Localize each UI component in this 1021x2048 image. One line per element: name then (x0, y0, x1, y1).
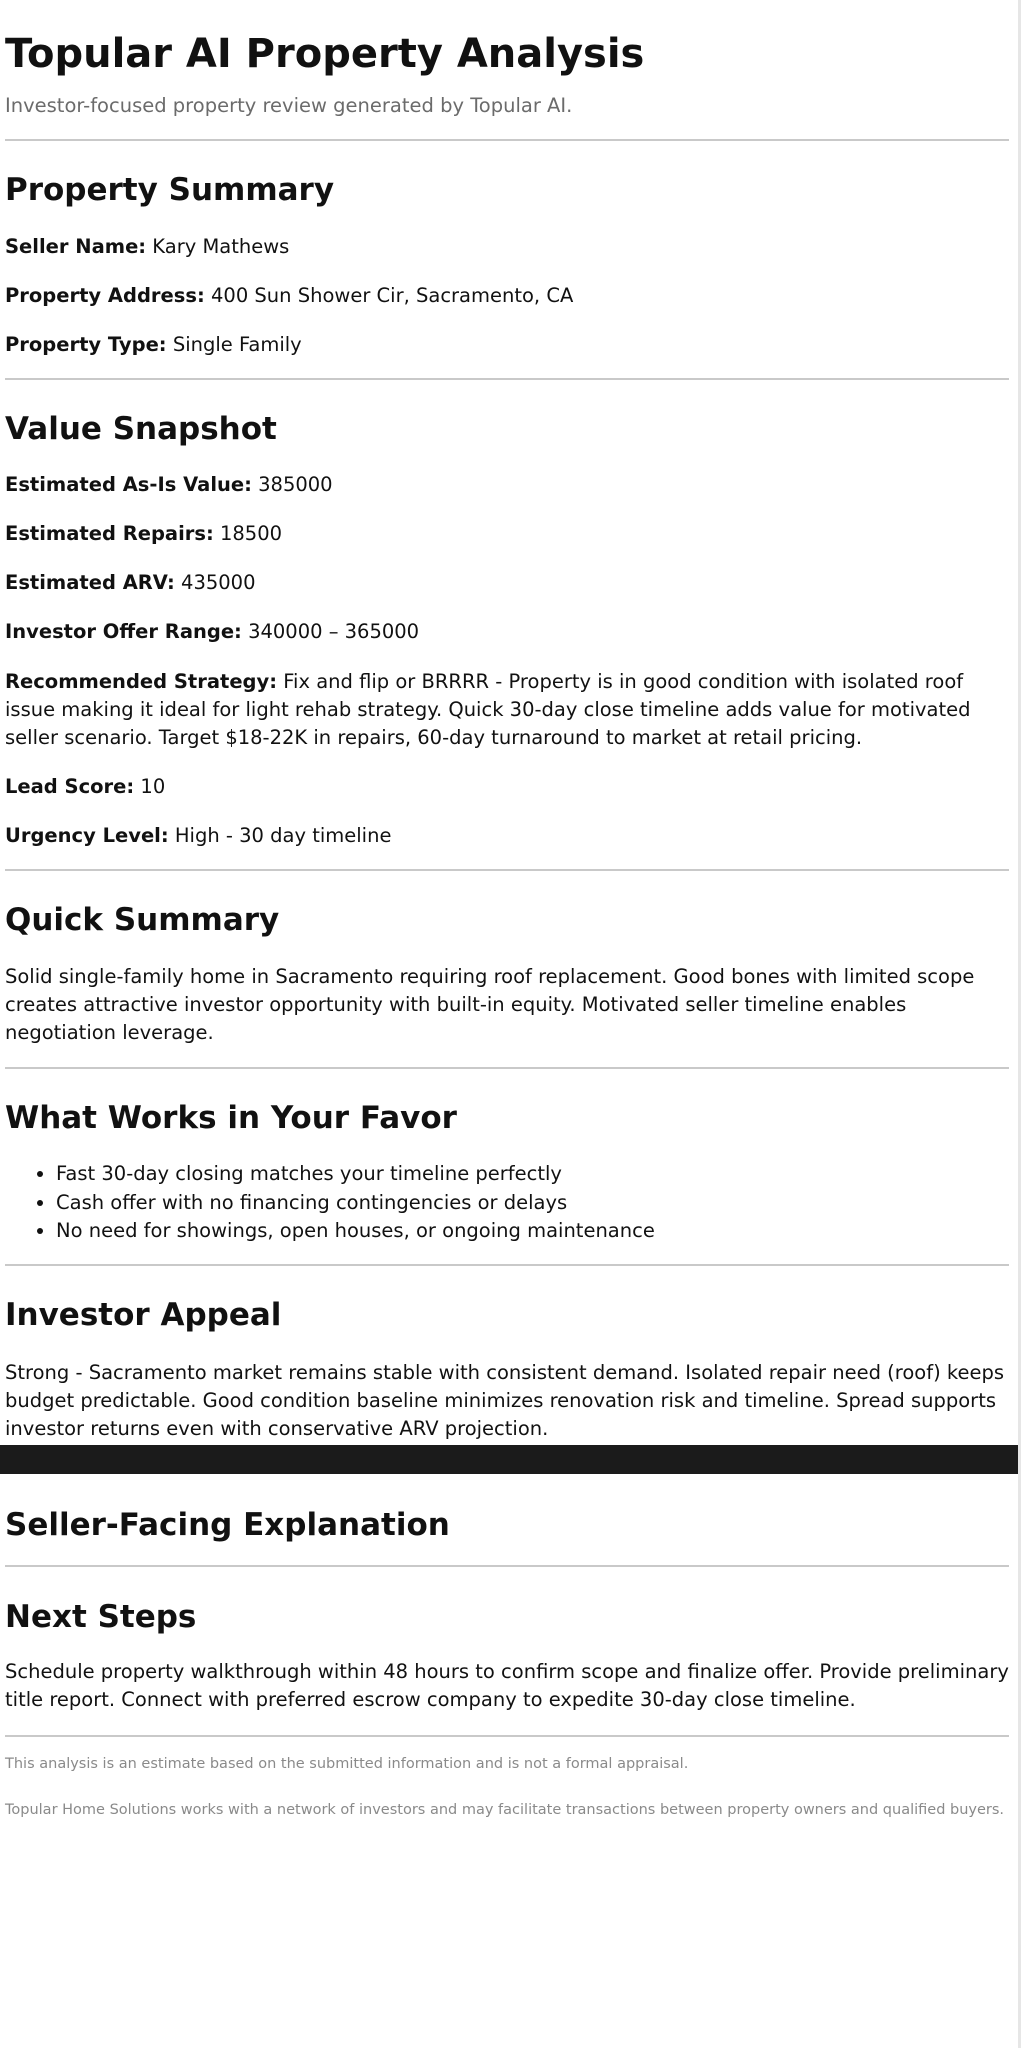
list-item: • Cash offer with no financing contingencies or delays (56, 1189, 1021, 1218)
field-value: 18500 (219, 522, 283, 545)
field-estimated-repairs (5, 520, 1010, 548)
field-value: Single Family (172, 333, 302, 356)
field-lead-score (5, 773, 1010, 801)
field-value: Kary Mathews (152, 235, 290, 258)
field-label: Property Address: (5, 284, 205, 307)
section-heading-quick-summary: Quick Summary (5, 902, 280, 938)
field-label: Estimated Repairs: (5, 522, 214, 545)
page-subtitle: Investor-focused property review generated by Topular AI. (5, 94, 573, 117)
divider (5, 1067, 1009, 1069)
field-label: Estimated As-Is Value: (5, 473, 252, 496)
list-item: • Fast 30-day closing matches your timeline perfectly (56, 1160, 1021, 1189)
field-recommended-strategy (5, 668, 1010, 752)
section-heading-property-summary: Property Summary (5, 172, 335, 208)
section-separator-band (0, 1445, 1021, 1474)
favor-list (5, 1160, 1021, 1246)
network-note-text: Topular Home Solutions works with a network of investors and may facilitate transactions between property owners and qualified buyers. (5, 1802, 1005, 1818)
field-label: Investor Offer Range: (5, 620, 242, 643)
field-estimated-arv (5, 569, 1010, 597)
field-value: High - 30 day timeline (174, 824, 392, 847)
field-label: Lead Score: (5, 775, 135, 798)
divider (5, 1264, 1009, 1266)
field-value: 385000 (258, 473, 333, 496)
section-heading-seller-facing: Seller-Facing Explanation (5, 1507, 450, 1543)
divider (5, 378, 1009, 380)
field-label: Urgency Level: (5, 824, 169, 847)
divider (5, 869, 1009, 871)
next-steps-text: Schedule property walkthrough within 48 hours to confirm scope and finalize offer. Provide preliminary title report. Connect with preferred escrow company to expedite 30-day close timeline. (5, 1660, 1009, 1711)
field-label: Property Type: (5, 333, 167, 356)
field-investor-offer-range (5, 618, 1010, 646)
field-label: Seller Name: (5, 235, 147, 258)
investor-appeal-text: Strong - Sacramento market remains stable with consistent demand. Isolated repair need (roof) keeps budget predictable. Good condition baseline minimizes renovation risk and timeline. Spread supports investor returns even with conservative ARV projection. (5, 1361, 1005, 1440)
section-heading-favor: What Works in Your Favor (5, 1100, 457, 1136)
field-label: Estimated ARV: (5, 571, 175, 594)
divider (5, 139, 1009, 141)
quick-summary-text: Solid single-family home in Sacramento requiring roof replacement. Good bones with limited scope creates attractive investor opportunity with built-in equity. Motivated seller timeline enables negotiation leverage. (5, 965, 975, 1044)
field-value: Fix and flip or BRRRR - Property is in good condition with isolated roof issue making it ideal for light rehab strategy. Quick 30-day close timeline adds value for motivated seller scenario. Target $18-22K in repairs, 60-day turnaround to market at retail pricing. (5, 670, 971, 749)
field-value: 400 Sun Shower Cir, Sacramento, CA (211, 284, 574, 307)
field-as-is-value (5, 471, 1010, 499)
page-title: Topular AI Property Analysis (5, 31, 645, 77)
section-heading-next-steps: Next Steps (5, 1599, 197, 1635)
field-property-address (5, 282, 1010, 310)
field-seller-name (5, 233, 1010, 261)
disclaimer-text: This analysis is an estimate based on the submitted information and is not a formal appraisal. (5, 1756, 689, 1772)
section-heading-value-snapshot: Value Snapshot (5, 411, 277, 447)
field-urgency-level (5, 822, 1010, 850)
field-property-type (5, 331, 1010, 359)
field-value: 435000 (181, 571, 256, 594)
divider (5, 1565, 1009, 1567)
section-heading-investor-appeal: Investor Appeal (5, 1297, 282, 1333)
divider (5, 1735, 1009, 1737)
list-item: • No need for showings, open houses, or ongoing maintenance (56, 1217, 1021, 1246)
field-label: Recommended Strategy: (5, 670, 278, 693)
field-value: 10 (140, 775, 166, 798)
field-value: 340000 – 365000 (248, 620, 420, 643)
